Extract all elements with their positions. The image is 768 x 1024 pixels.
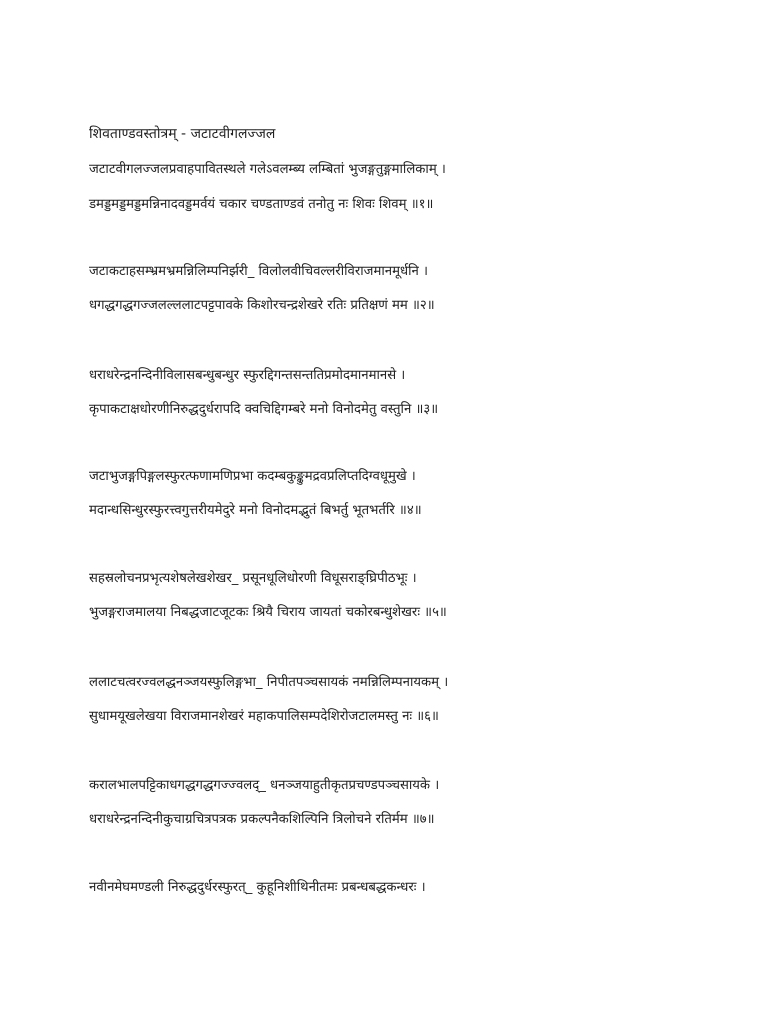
verse-6-line-1: ललाटचत्वरज्वलद्धनञ्जयस्फुलिङ्गभा_ निपीतपञ्चसायकं नमन्निलिम्पनायकम् । [89, 675, 449, 690]
verse-5-line-2: भुजङ्गराजमालया निबद्धजाटजूटकः श्रियै चिराय जायतां चकोरबन्धुशेखरः ॥५॥ [89, 605, 447, 620]
verse-2-line-2: धगद्धगद्धगज्जलल्ललाटपट्टपावके किशोरचन्द्रशेखरे रतिः प्रतिक्षणं मम ॥२॥ [89, 298, 435, 313]
verse-1-line-2: डमड्डमड्डमड्डमन्निनादवड्डमर्वयं चकार चण्डताण्डवं तनोतु नः शिवः शिवम् ॥१॥ [89, 197, 434, 212]
verse-3-line-1: धराधरेन्द्रनन्दिनीविलासबन्धुबन्धुर स्फुरद्दिगन्तसन्ततिप्रमोदमानमानसे । [89, 368, 406, 383]
verse-5-line-1: सहस्रलोचनप्रभृत्यशेषलेखशेखर_ प्रसूनधूलिधोरणी विधूसराङ्घ्रिपीठभूः । [89, 571, 417, 586]
verse-6-line-2: सुधामयूखलेखया विराजमानशेखरं महाकपालिसम्पदेशिरोजटालमस्तु नः ॥६॥ [89, 709, 439, 724]
verse-2-line-1: जटाकटाहसम्भ्रमभ्रमन्निलिम्पनिर्झरी_ विलोलवीचिवल्लरीविराजमानमूर्धनि । [89, 264, 429, 279]
verse-4-line-2: मदान्धसिन्धुरस्फुरत्त्वगुत्तरीयमेदुरे मनो विनोदमद्भुतं बिभर्तु भूतभर्तरि ॥४॥ [89, 503, 422, 518]
verse-7-line-1: करालभालपट्टिकाधगद्धगद्धगज्ज्वलद्_ धनञ्जयाहुतीकृतप्रचण्डपञ्चसायके । [89, 778, 440, 793]
verse-4-line-1: जटाभुजङ्गपिङ्गलस्फुरत्फणामणिप्रभा कदम्बकुङ्कुमद्रवप्रलिप्तदिग्वधूमुखे । [89, 469, 416, 484]
verse-3-line-2: कृपाकटाक्षधोरणीनिरुद्धदुर्धरापदि क्वचिद्दिगम्बरे मनो विनोदमेतु वस्तुनि ॥३॥ [89, 402, 439, 417]
document-title: शिवताण्डवस्तोत्रम् - जटाटवीगलज्जल [89, 126, 276, 142]
verse-8-line-1: नवीनमेघमण्डली निरुद्धदुर्धरस्फुरत्_ कुहूनिशीथिनीतमः प्रबन्धबद्धकन्धरः । [89, 880, 426, 895]
verse-7-line-2: धराधरेन्द्रनन्दिनीकुचाग्रचित्रपत्रक प्रकल्पनैकशिल्पिनि त्रिलोचने रतिर्मम ॥७॥ [89, 812, 435, 827]
verse-1-line-1: जटाटवीगलज्जलप्रवाहपावितस्थले गलेऽवलम्ब्य लम्बितां भुजङ्गतुङ्गमालिकाम् । [89, 162, 446, 177]
